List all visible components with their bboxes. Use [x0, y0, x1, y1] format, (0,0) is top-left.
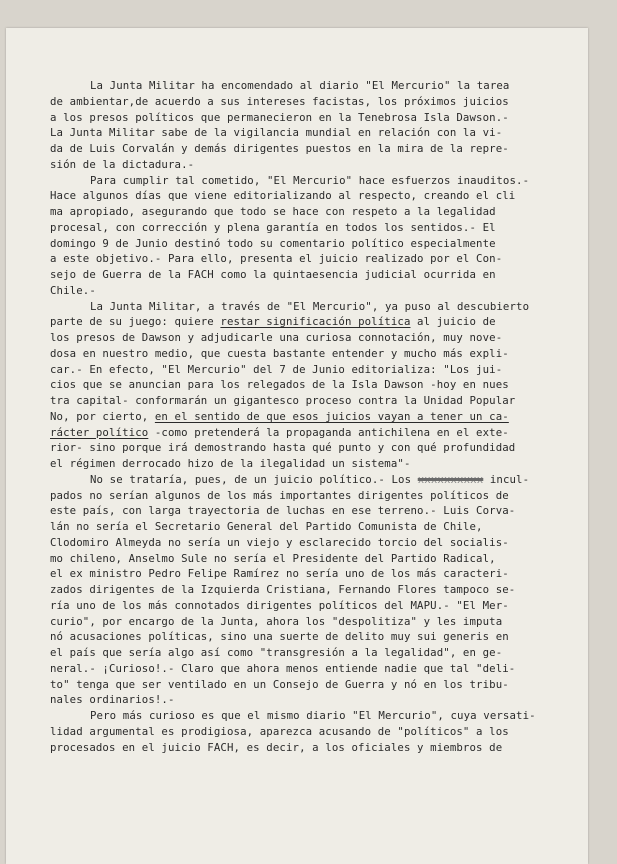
text-line [50, 299, 586, 315]
text-fragment: Clodomiro Almeyda no sería un viejo y esclarecido torcio del socialis- [50, 535, 509, 549]
text-line [50, 330, 586, 346]
text-line [50, 204, 586, 220]
text-fragment: parte de su juego: quiere [50, 315, 221, 329]
text-fragment: Para cumplir tal cometido, "El Mercurio" hace esfuerzos inauditos.- [90, 173, 530, 187]
underlined-text: en el sentido de que esos juicios vayan a tener un ca- [154, 409, 509, 423]
text-line [50, 677, 586, 693]
text-fragment: pados no serían algunos de los más importantes dirigentes políticos de [50, 488, 509, 502]
text-line [50, 78, 586, 94]
text-fragment: ma apropiado, asegurando que todo se hace con respeto a la legalidad [50, 205, 496, 218]
text-fragment: el país que sería algo así como "transgresión a la legalidad", en ge- [50, 646, 503, 659]
text-fragment: to" tenga que ser ventilado en un Consejo de Guerra y nó en los tribu- [50, 677, 509, 691]
text-fragment: Hace algunos días que viene editorializando al respecto, creando el cli [50, 189, 516, 203]
text-fragment: zados dirigentes de la Izquierda Cristiana, Fernando Flores tampoco se- [50, 583, 516, 596]
text-line [50, 503, 586, 519]
text-line [50, 110, 586, 126]
text-line [50, 377, 586, 393]
text-fragment: domingo 9 de Junio destinó todo su comentario político especialmente [50, 236, 496, 250]
text-line [50, 519, 586, 535]
text-line [50, 251, 586, 267]
text-fragment: mo chileno, Anselmo Sule no sería el Presidente del Partido Radical, [50, 551, 496, 565]
text-line [50, 283, 586, 299]
text-line [50, 362, 586, 378]
text-line [50, 661, 586, 677]
text-line [50, 566, 586, 582]
text-line [50, 582, 586, 598]
text-line [50, 535, 586, 551]
text-line [50, 440, 586, 456]
text-fragment: curio", por encargo de la Junta, ahora los "despolitiza" y les imputa [50, 614, 503, 628]
text-fragment: al juicio de [410, 315, 496, 329]
text-fragment: ría uno de los más connotados dirigentes políticos del MAPU.- "El Mer- [50, 598, 509, 612]
text-fragment: La Junta Militar sabe de la vigilancia mundial en relación con la vi- [50, 126, 503, 140]
text-line [50, 488, 586, 504]
text-fragment: sejo de Guerra de la FACH como la quintaesencia judicial ocurrida en [50, 268, 496, 281]
underlined-text: restar significación política [220, 315, 411, 329]
text-line [50, 393, 586, 409]
text-line [50, 188, 586, 204]
text-line [50, 724, 586, 740]
text-line [50, 94, 586, 110]
text-fragment: el ex ministro Pedro Felipe Ramírez no sería uno de los más caracteri- [50, 567, 509, 581]
text-fragment: nales ordinarios!.- [50, 693, 175, 707]
text-line [50, 708, 586, 724]
text-fragment: No, por cierto, [50, 409, 155, 423]
text-fragment: tra capital- conformarán un gigantesco proceso contra la Unidad Popular [50, 394, 516, 407]
text-fragment: cios que se anuncian para los relegados de la Isla Dawson -hoy en nues [50, 378, 509, 392]
text-fragment: car.- En efecto, "El Mercurio" del 7 de Junio editorializa: "Los jui- [50, 362, 503, 376]
text-line [50, 645, 586, 661]
text-fragment: No se trataría, pues, de un juicio político.- Los [90, 472, 418, 486]
underlined-text: rácter político [50, 425, 149, 439]
text-line [50, 220, 586, 236]
text-fragment: este país, con larga trayectoria de luchas en ese terreno.- Luis Corva- [50, 504, 516, 518]
text-fragment: rior- sino porque irá demostrando hasta qué punto y con qué profundidad [50, 441, 516, 455]
text-line [50, 629, 586, 645]
document-page [6, 28, 588, 864]
text-line [50, 740, 586, 756]
text-fragment: sión de la dictadura.- [50, 157, 195, 171]
text-line [50, 314, 586, 330]
text-fragment: neral.- ¡Curioso!.- Claro que ahora menos entiende nadie que tal "deli- [50, 661, 516, 675]
text-fragment: procesal, con corrección y plena garantía en todos los sentidos.- El [50, 220, 496, 234]
text-line [50, 551, 586, 567]
text-line [50, 173, 586, 189]
struck-out-text: xxxxxxxxxx [417, 472, 484, 486]
text-fragment: Chile.- [50, 283, 96, 297]
text-line [50, 267, 586, 283]
text-fragment: -como pretenderá la propaganda antichilena en el exte- [148, 425, 509, 439]
document-body [50, 78, 586, 755]
text-line [50, 157, 586, 173]
text-fragment: Pero más curioso es que el mismo diario "El Mercurio", cuya versati- [90, 709, 536, 722]
text-line [50, 614, 586, 630]
text-line [50, 141, 586, 157]
text-fragment: el régimen derrocado hizo de la ilegalidad un sistema"- [50, 457, 411, 470]
text-line [50, 472, 586, 488]
text-fragment: nó acusaciones políticas, sino una suerte de delito muy sui generis en [50, 630, 509, 644]
text-fragment: lidad argumental es prodigiosa, aparezca acusando de "políticos" a los [50, 724, 509, 738]
text-line [50, 125, 586, 141]
text-fragment: dosa en nuestro medio, que cuesta bastante entender y mucho más expli- [50, 346, 509, 360]
text-line [50, 692, 586, 708]
text-fragment: incul- [483, 472, 530, 486]
text-fragment: da de Luis Corvalán y demás dirigentes puestos en la mira de la repre- [50, 142, 509, 155]
text-line [50, 456, 586, 472]
text-line [50, 425, 586, 441]
text-line [50, 409, 586, 425]
text-line [50, 598, 586, 614]
text-fragment: a este objetivo.- Para ello, presenta el juicio realizado por el Con- [50, 252, 503, 266]
text-fragment: los presos de Dawson y adjudicarle una curiosa connotación, muy nove- [50, 331, 503, 344]
text-fragment: de ambientar,de acuerdo a sus intereses facistas, los próximos juicios [50, 94, 509, 108]
text-fragment: procesados en el juicio FACH, es decir, a los oficiales y miembros de [50, 740, 503, 754]
text-line [50, 346, 586, 362]
text-fragment: La Junta Militar, a través de "El Mercurio", ya puso al descubierto [90, 299, 530, 313]
text-fragment: La Junta Militar ha encomendado al diario "El Mercurio" la tarea [90, 79, 510, 92]
text-line [50, 236, 586, 252]
text-fragment: lán no sería el Secretario General del Partido Comunista de Chile, [50, 520, 483, 533]
text-fragment: a los presos políticos que permanecieron en la Tenebrosa Isla Dawson.- [50, 110, 509, 124]
